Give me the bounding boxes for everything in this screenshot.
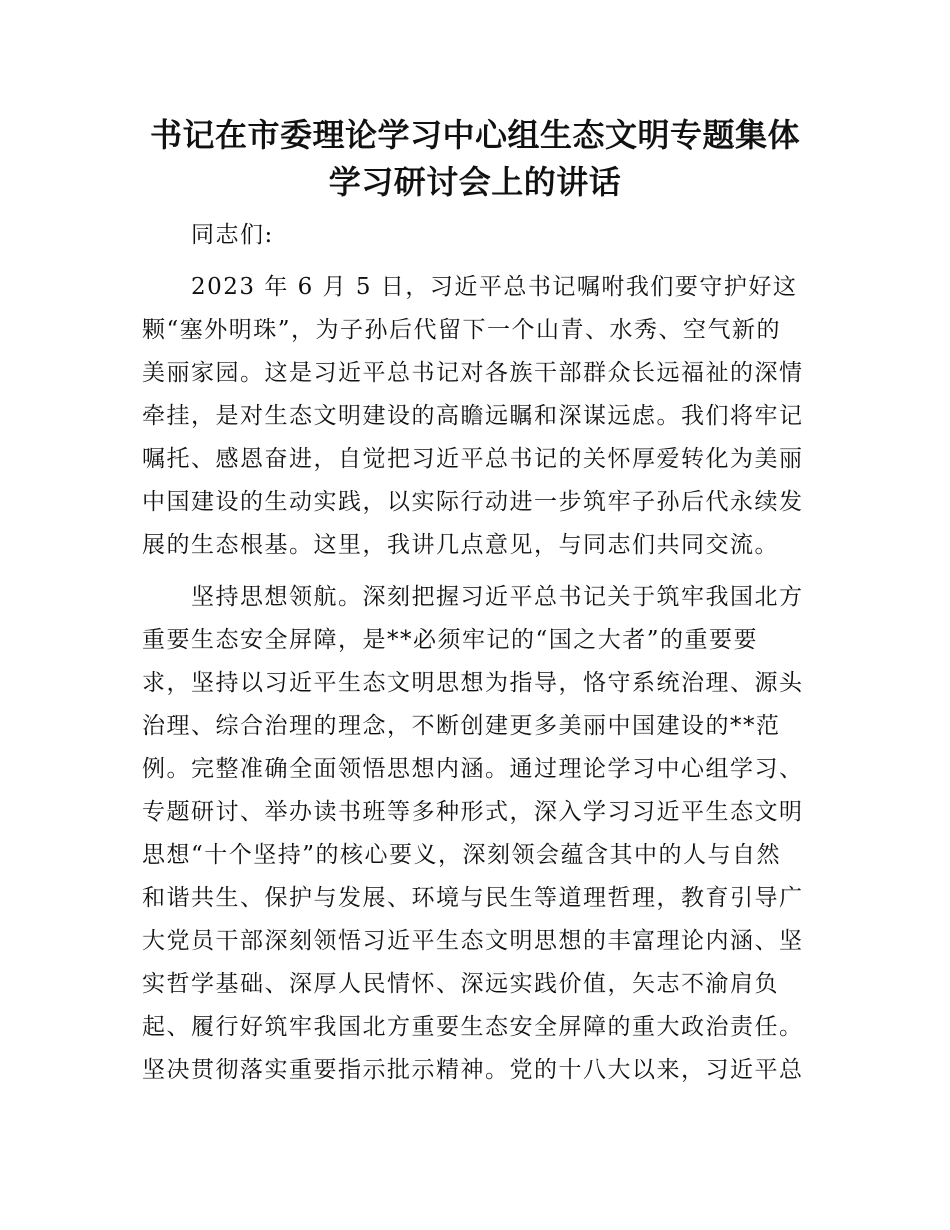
paragraph-1 (142, 266, 812, 567)
paragraph-line: 实哲学基础、深厚人民情怀、深远实践价值，矢志不渝肩负 (142, 971, 779, 997)
paragraph-line: 专题研讨、举办读书班等多种形式，深入学习习近平生态文明 (142, 799, 804, 825)
paragraph-line: 坚决贯彻落实重要指示批示精神。党的十八大以来，习近平总 (142, 1057, 804, 1083)
title-line-1: 书记在市委理论学习中心组生态文明专题集体 (149, 116, 800, 154)
title-line-2: 学习研讨会上的讲话 (328, 163, 622, 201)
paragraph-line: 2023 年 6 月 5 日，习近平总书记嘱咐我们要守护好这 (142, 274, 798, 300)
paragraph-line: 嘱托、感恩奋进，自觉把习近平总书记的关怀厚爱转化为美丽 (142, 446, 804, 472)
salutation: 同志们: (142, 222, 274, 248)
paragraph-line: 中国建设的生动实践，以实际行动进一步筑牢子孙后代永续发 (142, 489, 804, 515)
paragraph-line: 思想“十个坚持”的核心要义，深刻领会蕴含其中的人与自然 (142, 842, 782, 868)
paragraph-line: 起、履行好筑牢我国北方重要生态安全屏障的重大政治责任。 (142, 1014, 804, 1040)
paragraph-line: 大党员干部深刻领悟习近平生态文明思想的丰富理论内涵、坚 (142, 928, 804, 954)
paragraph-line: 和谐共生、保护与发展、环境与民生等道理哲理，教育引导广 (142, 885, 804, 911)
paragraph-line: 坚持思想领航。深刻把握习近平总书记关于筑牢我国北方 (142, 584, 804, 610)
paragraph-line: 美丽家园。这是习近平总书记对各族干部群众长远福祉的深情 (142, 360, 804, 386)
paragraph-line: 颗“塞外明珠”，为子孙后代留下一个山青、水秀、空气新的 (142, 317, 782, 343)
paragraph-line: 牵挂，是对生态文明建设的高瞻远瞩和深谋远虑。我们将牢记 (142, 403, 804, 429)
document-body (142, 214, 812, 1092)
paragraph-line: 例。完整准确全面领悟思想内涵。通过理论学习中心组学习、 (142, 756, 804, 782)
document-title (120, 112, 830, 206)
paragraph-line: 治理、综合治理的理念，不断创建更多美丽中国建设的**范 (142, 713, 781, 739)
paragraph-line: 展的生态根基。这里，我讲几点意见，与同志们共同交流。 (142, 532, 779, 558)
paragraph-2 (142, 576, 812, 1092)
paragraph-line: 重要生态安全屏障，是**必须牢记的“国之大者”的重要要 (142, 627, 759, 653)
paragraph-line: 求，坚持以习近平生态文明思想为指导，恪守系统治理、源头 (142, 670, 804, 696)
